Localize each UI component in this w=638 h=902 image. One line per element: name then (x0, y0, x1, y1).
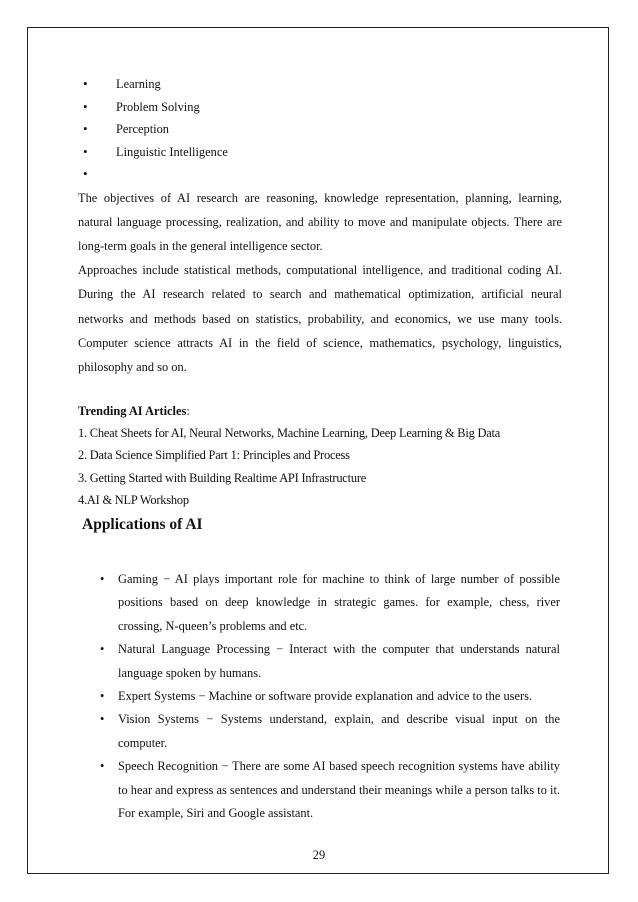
bullet-dot: • (100, 642, 105, 657)
application-item (92, 568, 560, 638)
list-item-text: Problem Solving (116, 99, 200, 114)
trending-heading-colon: : (186, 404, 190, 419)
application-text: Natural Language Processing − Interact with the computer that understands natural language spoken by humans. (118, 642, 560, 680)
application-item (92, 755, 560, 825)
trending-article-list (78, 422, 562, 511)
bullet-dot: • (100, 689, 105, 704)
applications-heading: Applications of AI (82, 516, 203, 533)
list-item (78, 141, 562, 164)
bullet-dot: • (83, 76, 88, 91)
list-item-text: Learning (116, 77, 161, 91)
trending-heading (78, 400, 562, 422)
list-item (78, 163, 562, 186)
bullet-dot: • (100, 712, 105, 727)
approaches-paragraph: Approaches include statistical methods, computational intelligence, and traditional coding AI. During the AI research related to search and mathematical optimization, artificial neural networks and methods based on statistics, probability, and economics, we use many tools. Computer science attracts AI in the field of science, mathematics, psychology, linguistics, philosophy and so on. (78, 263, 562, 374)
trending-heading-label: Trending AI Articles (78, 404, 187, 419)
bullet-dot: • (83, 98, 88, 114)
article-item: 4.AI & NLP Workshop (78, 493, 189, 508)
bullet-dot: • (100, 572, 105, 586)
list-item (78, 73, 562, 96)
applications-list (92, 568, 560, 825)
application-text: Vision Systems − Systems understand, explain, and describe visual input on the computer. (118, 712, 560, 750)
list-item (78, 96, 562, 119)
article-item: 3. Getting Started with Building Realtime API Infrastructure (78, 470, 367, 485)
list-item-text: Linguistic Intelligence (116, 144, 228, 159)
bullet-dot: • (100, 759, 105, 774)
application-item (92, 638, 560, 685)
application-item (92, 685, 560, 708)
application-text: Expert Systems − Machine or software provide explanation and advice to the users. (118, 689, 533, 704)
intelligence-list (78, 73, 562, 186)
application-text: Gaming − AI plays important role for machine to think of large number of possible positions based on deep knowledge in strategic games. for example, chess, river crossing, N-queen’s problems and etc. (118, 572, 560, 633)
article-item: 2. Data Science Simplified Part 1: Principles and Process (78, 448, 350, 463)
spacer (78, 379, 562, 400)
objectives-paragraph: The objectives of AI research are reasoning, knowledge representation, planning, learning, natural language processing, realization, and ability to move and manipulate objects. There are long-term goals in the general intelligence sector. (78, 190, 562, 253)
list-item (78, 118, 562, 141)
bullet-dot: • (83, 143, 88, 159)
bullet-dot: • (83, 166, 88, 181)
application-item (92, 708, 560, 755)
bullet-dot: • (83, 121, 88, 136)
page-number: 29 (312, 848, 326, 862)
application-text: Speech Recognition − There are some AI based speech recognition systems have ability to hear and express as sentences and understand their meanings while a person talks to it. For example, Siri and Google assistant. (118, 759, 560, 821)
list-item-text: Perception (116, 122, 169, 136)
page-content (78, 73, 562, 511)
article-item: 1. Cheat Sheets for AI, Neural Networks, Machine Learning, Deep Learning & Big Data (78, 426, 501, 441)
